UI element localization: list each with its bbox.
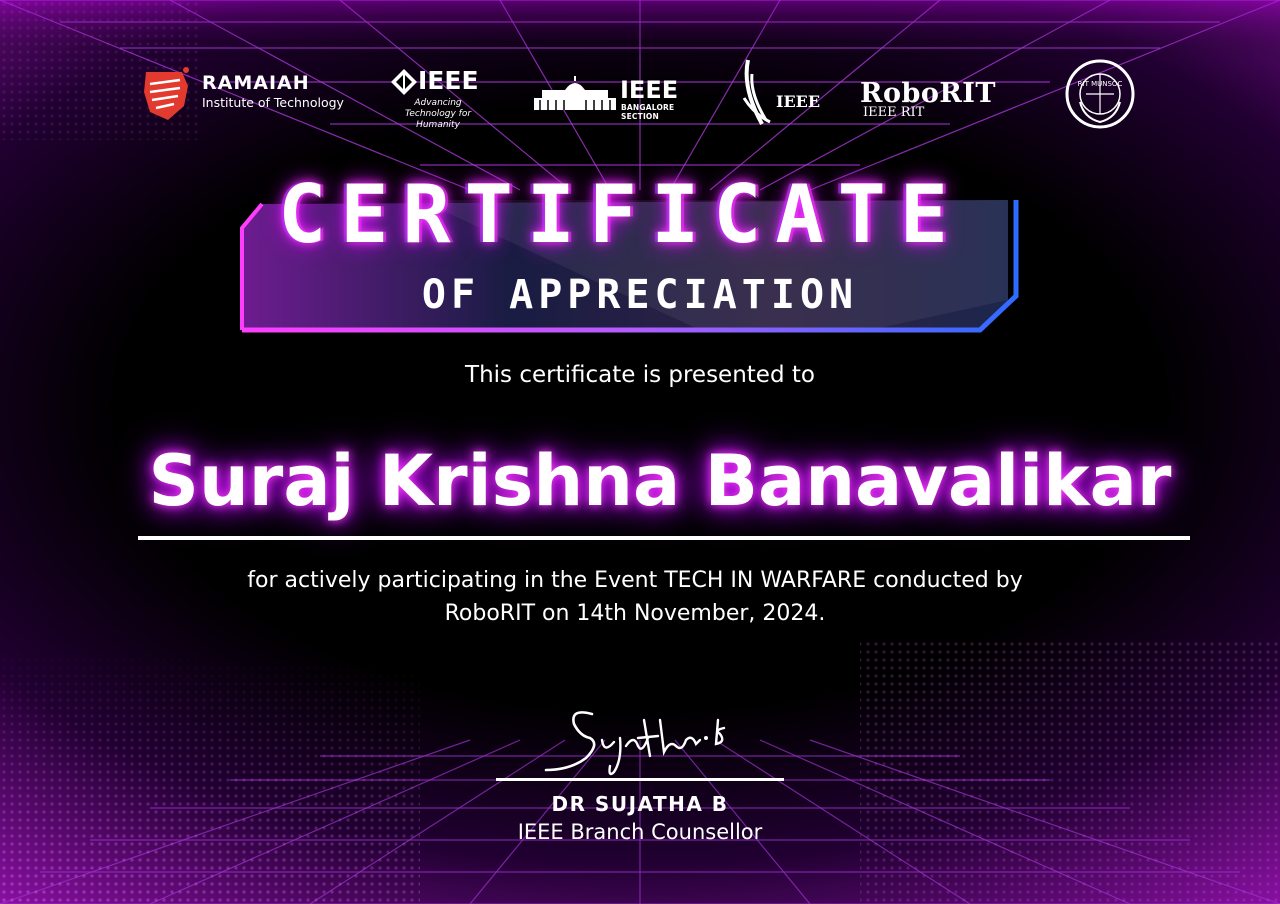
ieee-ras-logo	[740, 58, 830, 128]
certificate-title: CERTIFICATE	[278, 168, 962, 261]
ieee-wordmark: IEEE	[418, 66, 479, 95]
ieee-logo	[388, 66, 488, 130]
ramaiah-name: RAMAIAH	[202, 72, 310, 94]
signer-role: IEEE Branch Counsellor	[517, 820, 763, 844]
ramaiah-subtitle: Institute of Technology	[202, 95, 344, 110]
ieee-ras-wordmark: IEEE	[776, 92, 821, 111]
munsoc-logo	[1064, 58, 1136, 130]
ieee-bangalore-tagline: BANGALORE SECTION	[621, 103, 675, 121]
halftone-left	[0, 620, 420, 904]
signer-name: DR SUJATHA B	[551, 792, 729, 816]
reason-line-2: RoboRIT on 14th November, 2024.	[444, 601, 826, 626]
ieee-tagline: Advancing Technology for Humanity	[404, 98, 472, 130]
roborit-subtitle: IEEE RIT	[863, 105, 925, 120]
presented-to-text: This certificate is presented to	[465, 362, 815, 388]
signature-line	[496, 778, 784, 781]
halftone-right	[860, 640, 1280, 904]
recipient-name: Suraj Krishna Banavalikar	[148, 440, 1172, 522]
handwritten-signature	[530, 700, 750, 780]
vidhana-soudha-icon	[532, 76, 618, 112]
munsoc-text: RIT MUNSOC	[1077, 80, 1123, 88]
munsoc-emblem-icon	[1064, 58, 1136, 130]
reason-line-1: for actively participating in the Event TECH IN WARFARE conducted by	[247, 568, 1023, 593]
ieee-bangalore-wordmark: IEEE	[620, 76, 679, 104]
ramaiah-emblem-icon	[140, 64, 192, 122]
ieee-diamond-icon	[390, 68, 418, 96]
certificate-subtitle: OF APPRECIATION	[421, 272, 859, 318]
roborit-wordmark: RoboRIT	[860, 78, 996, 109]
roborit-logo	[860, 78, 1020, 124]
ieee-bangalore-logo	[532, 76, 702, 121]
recipient-underline	[138, 536, 1190, 540]
wing-icon	[740, 58, 780, 128]
ramaiah-logo	[140, 64, 355, 124]
